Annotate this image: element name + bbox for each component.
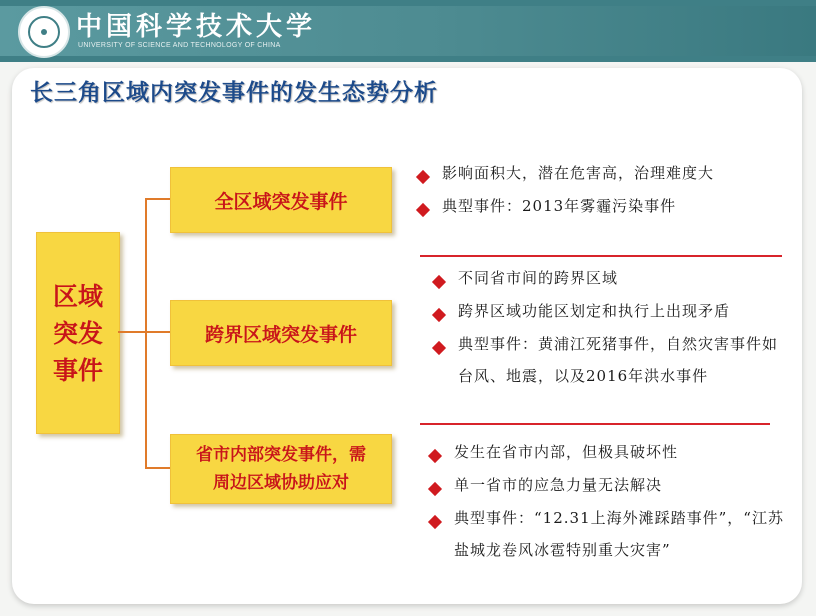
university-logo-icon	[18, 6, 70, 58]
main-box-line-2: 突发	[52, 318, 103, 348]
diamond-bullet-icon	[432, 308, 446, 322]
logo-ring	[28, 16, 60, 48]
connector-vertical	[145, 199, 147, 469]
diamond-bullet-icon	[432, 341, 446, 355]
diamond-bullet-icon	[416, 203, 430, 217]
connector-branch-3	[145, 467, 170, 469]
university-name-en: UNIVERSITY OF SCIENCE AND TECHNOLOGY OF CHINA	[78, 42, 281, 49]
bullet-text: 单一省市的应急力量无法解决	[454, 476, 663, 494]
branch-box-cross-border	[170, 300, 392, 366]
bullet-text: 跨界区域功能区划定和执行上出现矛盾	[458, 302, 731, 320]
bullet-item	[430, 445, 678, 468]
university-name-cn: 中国科学技术大学	[76, 12, 317, 42]
diamond-bullet-icon	[416, 170, 430, 184]
bullet-item	[434, 271, 618, 294]
divider-rule-2	[420, 423, 770, 425]
bullet-text: 发生在省市内部，但极具破坏性	[454, 443, 679, 461]
bullet-text: 典型事件：黄浦江死猪事件，自然灾害事件如台风、地震，以及2016年洪水事件	[458, 335, 779, 385]
logo-center	[41, 29, 47, 35]
bullet-item	[430, 478, 662, 501]
connector-branch-2	[145, 331, 170, 333]
bullet-text: 不同省市间的跨界区域	[458, 269, 619, 287]
bullet-item	[434, 337, 788, 392]
branch-1-label: 全区域突发事件	[214, 190, 348, 213]
branch-3-label-line-1: 省市内部突发事件，需	[196, 445, 366, 465]
branch-2-label: 跨界区域突发事件	[204, 323, 357, 346]
bullet-text: 影响面积大，潜在危害高，治理难度大	[442, 164, 715, 182]
connector-stem	[118, 331, 146, 333]
branch-box-intra-province	[170, 434, 392, 504]
connector-branch-1	[145, 198, 170, 200]
divider-rule-1	[420, 255, 782, 257]
diamond-bullet-icon	[428, 449, 442, 463]
main-box-line-3: 事件	[52, 355, 103, 385]
main-category-box	[36, 232, 120, 434]
bullet-item	[434, 304, 730, 327]
slide-title: 长三角区域内突发事件的发生态势分析	[30, 80, 438, 106]
bullet-item	[418, 199, 676, 222]
branch-box-whole-region	[170, 167, 392, 233]
bullet-item	[430, 511, 784, 566]
bullet-text: 典型事件：2013年雾霾污染事件	[442, 197, 677, 215]
bullet-text: 典型事件：“12.31上海外滩踩踏事件”，“江苏盐城龙卷风冰雹特别重大灾害”	[454, 509, 784, 559]
diamond-bullet-icon	[428, 515, 442, 529]
branch-3-label-line-2: 周边区域协助应对	[213, 473, 349, 493]
diamond-bullet-icon	[432, 275, 446, 289]
bullet-item	[418, 166, 714, 189]
diamond-bullet-icon	[428, 482, 442, 496]
main-box-line-1: 区域	[52, 281, 103, 311]
